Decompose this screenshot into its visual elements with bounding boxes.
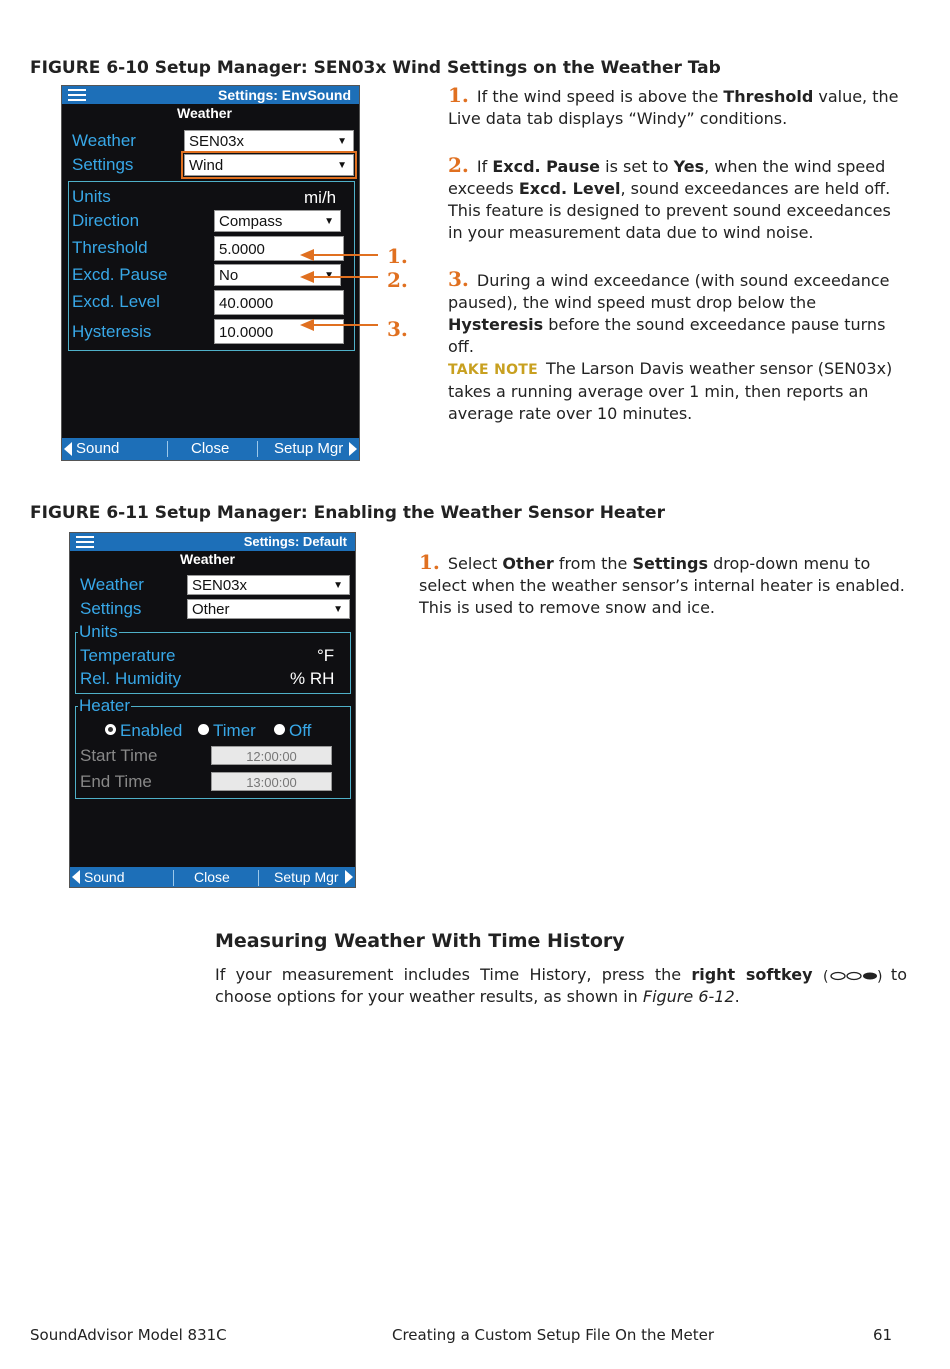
step-1-text: 1. If the wind speed is above the Threshold value, the Live data tab displays “Windy” conditions. xyxy=(448,83,899,128)
radio-off[interactable]: Off xyxy=(274,721,311,741)
humidity-unit: % RH xyxy=(290,669,335,688)
callout-3: 3. xyxy=(387,317,408,341)
threshold-label: Threshold xyxy=(72,238,148,257)
excd-level-label: Excd. Level xyxy=(72,292,160,311)
settings-label: Settings xyxy=(80,599,142,618)
dropdown-arrow-icon: ▼ xyxy=(324,270,334,281)
right-softkey-icon xyxy=(823,969,881,983)
heater-group-label: Heater xyxy=(79,696,131,715)
start-time-input[interactable]: 12:00:00 xyxy=(211,746,332,765)
take-note-label: TAKE NOTE xyxy=(448,362,539,378)
excd-pause-label: Excd. Pause xyxy=(72,265,168,284)
heater-step-1-text: 1. Select Other from the Settings drop-down menu to select when the weather sensor’s internal heater is enabled. This is used to remove snow and ice. xyxy=(419,550,905,617)
softkey-close[interactable]: Close xyxy=(194,869,230,885)
direction-dropdown[interactable]: Compass ▼ xyxy=(214,210,341,232)
device-screen-heater xyxy=(69,532,356,888)
excd-pause-dropdown[interactable]: No ▼ xyxy=(214,264,341,286)
figure-6-11-title: FIGURE 6-11 Setup Manager: Enabling the Weather Sensor Heater xyxy=(30,503,665,523)
svg-text:): ) xyxy=(876,968,883,985)
dropdown-arrow-icon: ▼ xyxy=(324,216,334,227)
dropdown-arrow-icon: ▼ xyxy=(337,160,347,171)
footer-page-number: 61 xyxy=(873,1326,893,1344)
threshold-input[interactable]: 5.0000 xyxy=(214,236,344,261)
units-group-label: Units xyxy=(79,622,118,641)
softkey-sound[interactable]: Sound xyxy=(76,440,120,457)
callout-arrows xyxy=(298,240,388,340)
settings-dropdown[interactable]: Wind ▼ xyxy=(184,154,354,176)
svg-text:(: ( xyxy=(822,968,829,985)
settings-dropdown[interactable]: Other ▼ xyxy=(187,599,350,619)
dropdown-arrow-icon: ▼ xyxy=(333,604,343,615)
radio-selected-icon xyxy=(105,724,116,735)
humidity-label: Rel. Humidity xyxy=(80,669,182,688)
take-note: TAKE NOTE The Larson Davis weather sensor (SEN03x) takes a running average over 1 min, then reports an average rate over 10 minutes. xyxy=(448,359,893,423)
arrowhead-icon xyxy=(300,249,314,261)
end-time-input[interactable]: 13:00:00 xyxy=(211,772,332,791)
arrowhead-icon xyxy=(300,319,314,331)
left-arrow-icon xyxy=(64,442,72,456)
section-heading: Measuring Weather With Time History xyxy=(215,930,625,952)
screen-header-title: Settings: Default xyxy=(243,534,347,549)
weather-tab[interactable]: Weather xyxy=(180,551,235,567)
radio-timer[interactable]: Timer xyxy=(198,721,256,741)
softkey-bar xyxy=(62,438,359,460)
softkey-setup-mgr[interactable]: Setup Mgr xyxy=(274,869,339,885)
softkey-close[interactable]: Close xyxy=(191,440,230,457)
settings-label: Settings xyxy=(72,155,134,174)
softkey-sound[interactable]: Sound xyxy=(84,869,125,885)
screen-header-bar xyxy=(62,86,359,104)
direction-label: Direction xyxy=(72,211,140,230)
hysteresis-label: Hysteresis xyxy=(72,322,152,341)
weather-dropdown[interactable]: SEN03x ▼ xyxy=(187,575,350,595)
left-arrow-icon xyxy=(72,870,80,884)
right-arrow-icon xyxy=(349,442,357,456)
callout-1: 1. xyxy=(387,244,408,268)
softkey-setup-mgr[interactable]: Setup Mgr xyxy=(274,440,344,457)
radio-unselected-icon xyxy=(198,724,209,735)
weather-label: Weather xyxy=(72,131,136,150)
screen-header-title: Settings: EnvSound xyxy=(218,87,351,103)
units-label: Units xyxy=(72,187,111,206)
dropdown-arrow-icon: ▼ xyxy=(337,136,347,147)
hysteresis-input[interactable]: 10.0000 xyxy=(214,319,344,344)
figure-6-10-title: FIGURE 6-10 Setup Manager: SEN03x Wind Settings on the Weather Tab xyxy=(30,58,721,78)
temperature-unit: °F xyxy=(317,646,335,665)
callout-2: 2. xyxy=(387,268,408,292)
dropdown-arrow-icon: ▼ xyxy=(333,580,343,591)
weather-dropdown[interactable]: SEN03x ▼ xyxy=(184,130,354,152)
screen-header-bar xyxy=(70,533,355,551)
radio-enabled[interactable]: Enabled xyxy=(105,721,182,741)
step-3-text: 3. During a wind exceedance (with sound exceedance paused), the wind speed must drop below the Hysteresis before the sound exceedance pause turns off. xyxy=(448,267,890,356)
weather-tab[interactable]: Weather xyxy=(177,105,232,121)
temperature-label: Temperature xyxy=(80,646,176,665)
softkey-bar xyxy=(70,867,355,887)
section-paragraph: If your measurement includes Time History, press the right softkey ( ) to choose options for your weather results, as shown in Figure 6-12. xyxy=(215,965,907,1006)
footer-product: SoundAdvisor Model 831C xyxy=(30,1326,227,1344)
menu-icon[interactable] xyxy=(76,536,94,548)
menu-icon[interactable] xyxy=(68,89,86,101)
arrowhead-icon xyxy=(300,271,314,283)
units-value: mi/h xyxy=(304,188,337,207)
end-time-label: End Time xyxy=(80,772,152,791)
right-arrow-icon xyxy=(345,870,353,884)
excd-level-input[interactable]: 40.0000 xyxy=(214,290,344,315)
weather-label: Weather xyxy=(80,575,144,594)
start-time-label: Start Time xyxy=(80,746,158,765)
step-2-text: 2. If Excd. Pause is set to Yes, when the wind speed exceeds Excd. Level, sound exceedances are held off. This feature is designed to prevent sound exceedances in your measurement data due to wind noise. xyxy=(448,153,891,242)
radio-unselected-icon xyxy=(274,724,285,735)
footer-chapter: Creating a Custom Setup File On the Meter xyxy=(392,1326,714,1344)
